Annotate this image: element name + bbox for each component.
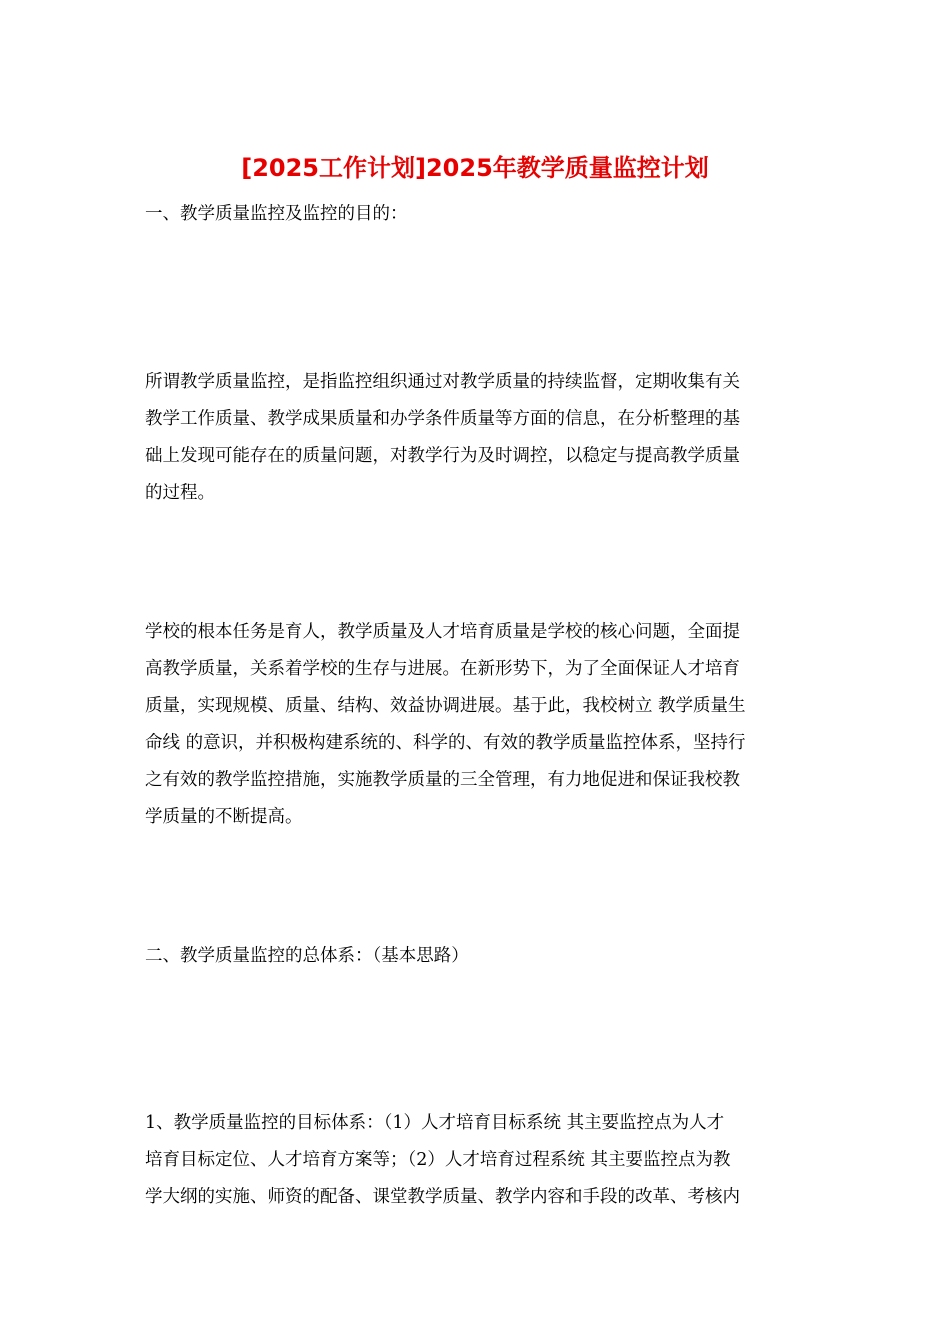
paragraph-target-system xyxy=(145,1105,810,1216)
document-title: [2025工作计划]2025年教学质量监控计划 xyxy=(241,154,709,182)
text-line: 学质量的不断提高。 xyxy=(145,807,303,827)
text-line: 一、教学质量监控及监控的目的： xyxy=(145,204,408,224)
text-line: 1、教学质量监控的目标体系：（1）人才培育目标系统 其主要监控点为人才 xyxy=(145,1113,725,1133)
section-heading-purpose xyxy=(145,196,810,233)
text-line: 高教学质量，关系着学校的生存与进展。在新形势下，为了全面保证人才培育 xyxy=(145,659,740,679)
paragraph-mission xyxy=(145,614,810,836)
text-line: 培育目标定位、人才培育方案等；（2）人才培育过程系统 其主要监控点为教 xyxy=(145,1150,731,1170)
text-line: 质量，实现规模、质量、结构、效益协调进展。基于此，我校树立 教学质量生 xyxy=(145,696,746,716)
text-line: 所谓教学质量监控，是指监控组织通过对教学质量的持续监督，定期收集有关 xyxy=(145,372,740,392)
section-heading-system xyxy=(145,938,810,975)
text-line: 学校的根本任务是育人，教学质量及人才培育质量是学校的核心问题，全面提 xyxy=(145,622,740,642)
text-line: 础上发现可能存在的质量问题，对教学行为及时调控，以稳定与提高教学质量 xyxy=(145,446,740,466)
text-line: 的过程。 xyxy=(145,483,215,503)
text-line: 二、教学质量监控的总体系：（基本思路） xyxy=(145,946,469,966)
text-line: 命线 的意识，并积极构建系统的、科学的、有效的教学质量监控体系，坚持行 xyxy=(145,733,746,753)
paragraph-definition xyxy=(145,364,810,512)
text-line: 学大纲的实施、师资的配备、课堂教学质量、教学内容和手段的改革、考核内 xyxy=(145,1187,740,1207)
text-line: 之有效的教学监控措施，实施教学质量的三全管理，有力地促进和保证我校教 xyxy=(145,770,740,790)
text-line: 教学工作质量、教学成果质量和办学条件质量等方面的信息，在分析整理的基 xyxy=(145,409,740,429)
